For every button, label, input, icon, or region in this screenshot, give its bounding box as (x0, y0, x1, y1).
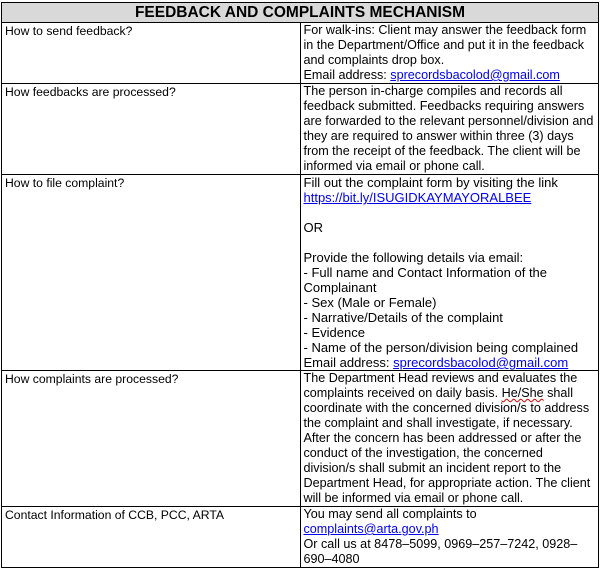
email-label: Email address: (303, 68, 387, 82)
send-feedback-text: For walk-ins: Client may answer the feedback form in the Department/Office and put it in the feedback and complaints drop box. (303, 23, 587, 67)
row-value-send-feedback (300, 23, 599, 84)
details-intro: Provide the following details via email: (303, 250, 524, 265)
details-item: - Evidence (303, 325, 365, 340)
row-value-process-complaint (300, 371, 599, 507)
row-label-contact: Contact Information of CCB, PCC, ARTA (2, 507, 301, 568)
row-label-process-complaint: How complaints are processed? (2, 371, 301, 507)
table-title: FEEDBACK AND COMPLAINTS MECHANISM (2, 3, 599, 23)
spellcheck-flagged-word: He/She (501, 386, 544, 400)
row-label-file-complaint: How to file complaint? (2, 175, 301, 371)
feedback-complaints-table (1, 2, 599, 568)
details-item: - Full name and Contact Information of the Complainant (303, 265, 548, 295)
complaint-process-text-b: shall coordinate with the concerned division/s to address the complaint and shall investigate, if necessary. After the concern has been addressed or after the conduct of the investigation, the concerned division/s shall submit an incident report to the Department Head, for appropriate action. The client will be informed via email or phone call. (303, 386, 591, 505)
complaint-intro: Fill out the complaint form by visiting the link (303, 175, 558, 190)
complaint-form-link[interactable]: https://bit.ly/ISUGIDKAYMAYORALBEE (303, 190, 532, 205)
table-row (2, 84, 599, 175)
table-row (2, 371, 599, 507)
email-label: Email address: (303, 355, 390, 370)
contact-phone-line: Or call us at 8478–5099, 0969–257–7242, 0928–690–4080 (303, 537, 578, 566)
complaint-process-text-a: The Department Head reviews and evaluates the complaints received on daily basis. (303, 371, 578, 400)
email-link[interactable]: sprecordsbacolod@gmail.com (393, 355, 569, 370)
contact-line1-text: You may send all complaints to (303, 507, 477, 521)
table-row (2, 175, 599, 371)
details-item: - Name of the person/division being complained (303, 340, 579, 355)
details-item: - Sex (Male or Female) (303, 295, 437, 310)
email-link[interactable]: sprecordsbacolod@gmail.com (390, 68, 560, 82)
row-label-send-feedback: How to send feedback? (2, 23, 301, 84)
row-value-process-feedback: The person in-charge compiles and records all feedback submitted. Feedbacks requiring answers are forwarded to the relevant personnel/division and they are required to answer within three (3) days from the receipt of the feedback. The client will be informed via email or phone call. (300, 84, 599, 175)
or-text: OR (303, 220, 323, 235)
row-value-file-complaint (300, 175, 599, 371)
spacer (304, 235, 599, 250)
row-label-process-feedback: How feedbacks are processed? (2, 84, 301, 175)
arta-email-link[interactable]: complaints@arta.gov.ph (303, 522, 439, 536)
spacer (304, 205, 599, 220)
table-row (2, 23, 599, 84)
details-item: - Narrative/Details of the complaint (303, 310, 503, 325)
